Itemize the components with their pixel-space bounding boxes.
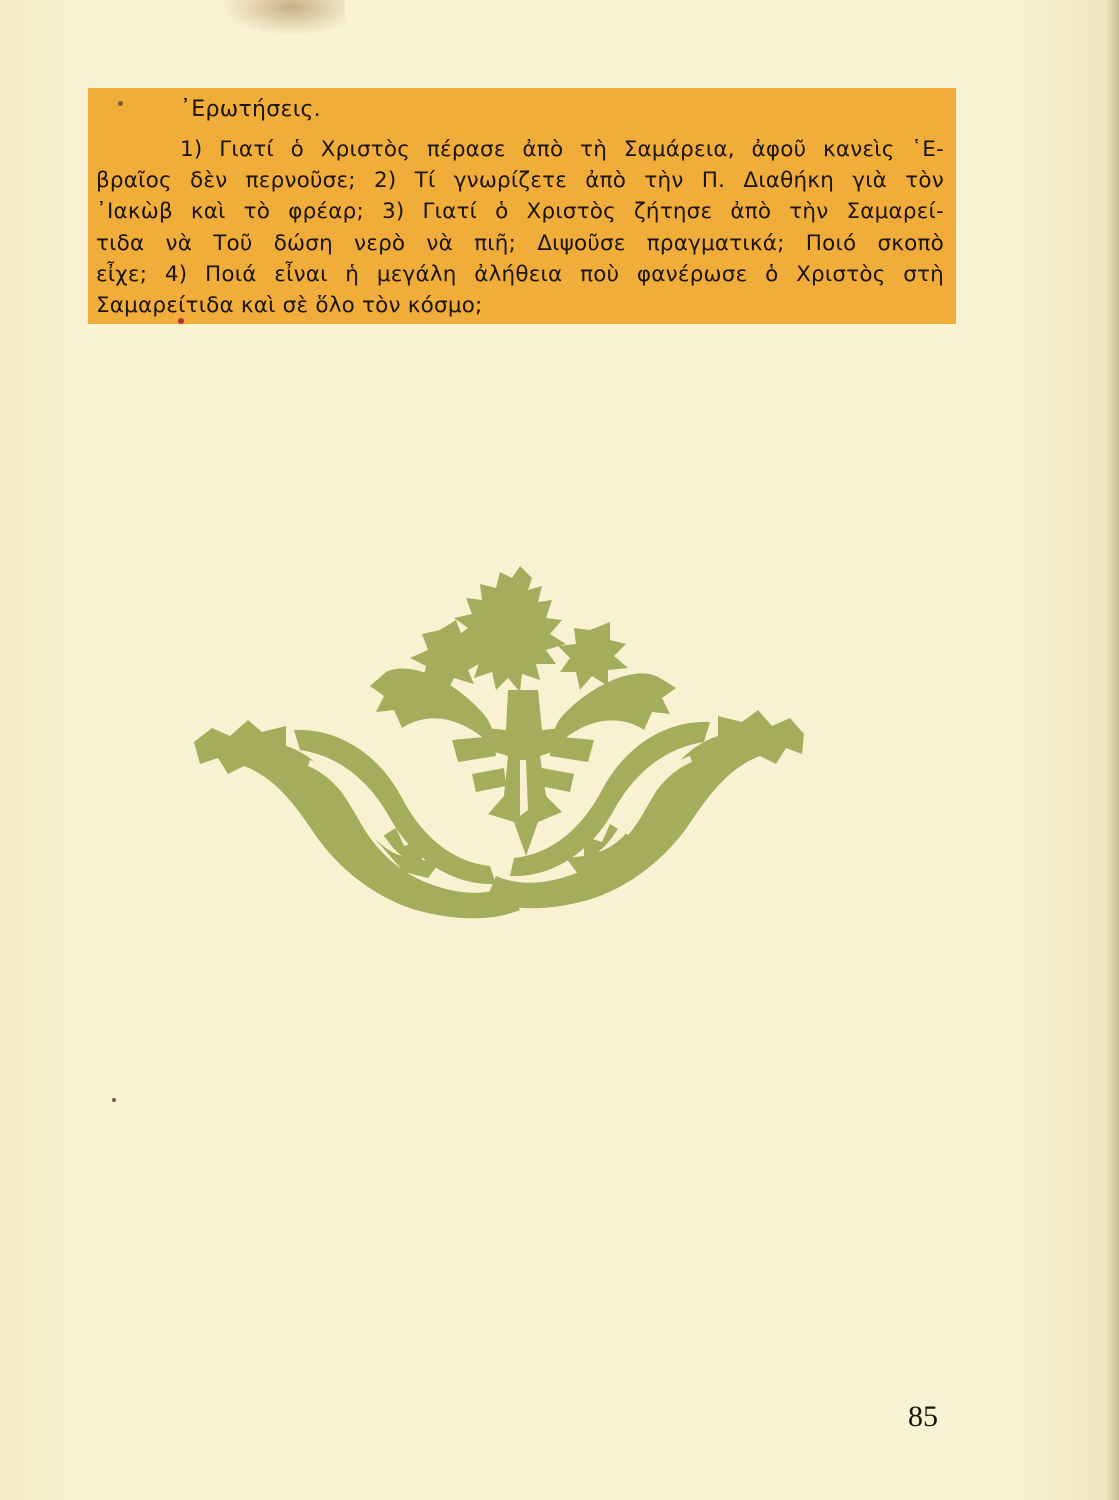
page-edge bbox=[1105, 0, 1119, 1500]
question-line: ᾿Ιακὼβ καὶ τὸ φρέαρ; 3) Γιατί ὁ Χριστὸς ζήτησε ἀπὸ τὴν Σαμαρεί- bbox=[96, 199, 944, 225]
acanthus-ornament-icon bbox=[190, 560, 810, 920]
questions-text bbox=[96, 134, 944, 321]
speck bbox=[112, 1098, 116, 1102]
speck bbox=[118, 101, 123, 106]
question-line: 1) Γιατί ὁ Χριστὸς πέρασε ἀπὸ τὴ Σαμάρεια, ἀφοῦ κανεὶς ῾Ε- bbox=[180, 137, 944, 162]
paper-stain bbox=[225, 0, 345, 34]
question-line: Σαμαρείτιδα καὶ σὲ ὅλο τὸν κόσμο; bbox=[96, 293, 483, 319]
speck bbox=[178, 318, 184, 324]
page-number: 85 bbox=[908, 1400, 938, 1433]
question-line: βραῖος δὲν περνοῦσε; 2) Τί γνωρίζετε ἀπὸ τὴν Π. Διαθήκη γιὰ τὸν bbox=[96, 168, 944, 194]
question-line: εἶχε; 4) Ποιά εἶναι ἡ μεγάλη ἀλήθεια ποὺ φανέρωσε ὁ Χριστὸς στὴ bbox=[96, 261, 944, 287]
questions-heading: ᾿Ερωτήσεις. bbox=[180, 97, 321, 122]
questions-box bbox=[88, 88, 956, 324]
question-line: τιδα νὰ Τοῦ δώση νερὸ νὰ πιῆ; Διψοῦσε πραγματικά; Ποιό σκοπὸ bbox=[96, 230, 944, 256]
